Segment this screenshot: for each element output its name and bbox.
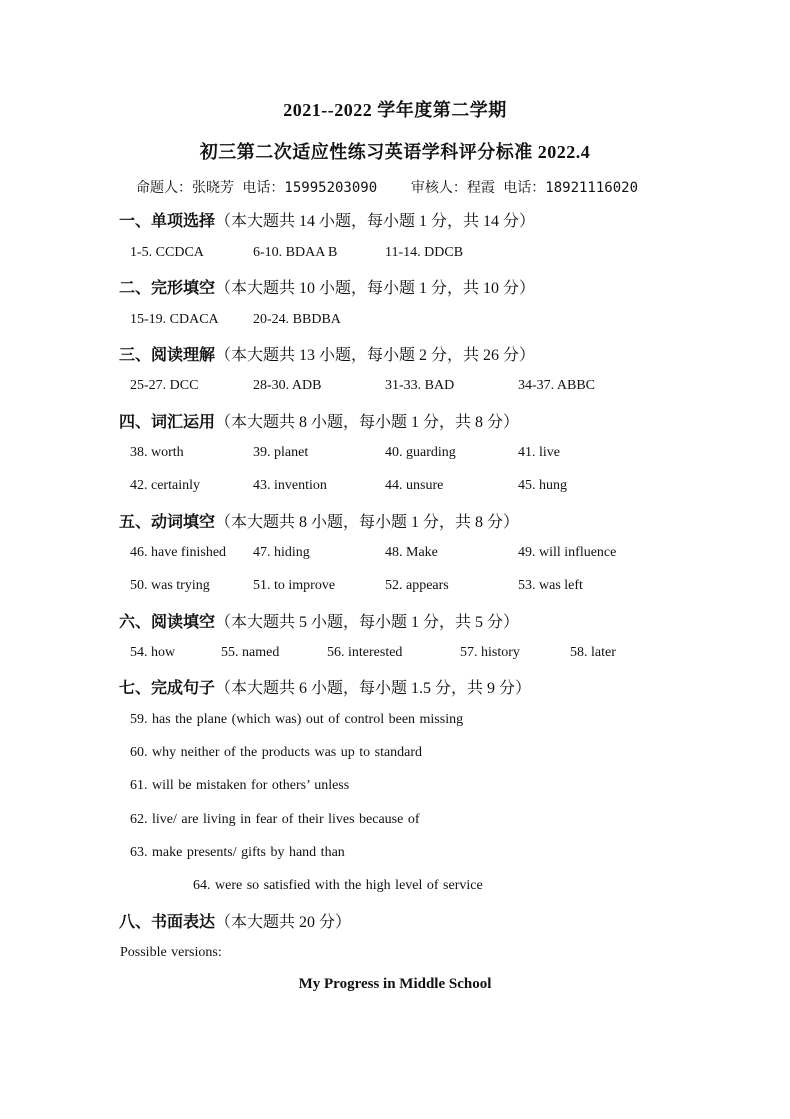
answer-cell: 41. live <box>518 445 560 460</box>
section-note: （本大题共 6 小题，每小题 1.5 分，共 9 分） <box>215 680 532 697</box>
answer-cell: 44. unsure <box>385 478 444 493</box>
answer-cell: 45. hung <box>518 478 567 493</box>
section-note: （本大题共 5 小题，每小题 1 分，共 5 分） <box>215 614 520 631</box>
essay-title: My Progress in Middle School <box>298 976 492 992</box>
answer-cell: 49. will influence <box>518 545 617 560</box>
section-note: （本大题共 14 小题，每小题 1 分，共 14 分） <box>215 213 536 230</box>
section-heading-1 <box>119 208 535 231</box>
answer-cell: 54. how <box>130 645 176 660</box>
answer-cell: 15-19. CDACA <box>130 312 219 327</box>
section-title: 六、阅读填空 <box>119 614 216 631</box>
answer-cell: 56. interested <box>327 645 403 660</box>
section-heading-5 <box>119 509 519 532</box>
section-note: （本大题共 8 小题，每小题 1 分，共 8 分） <box>215 414 520 431</box>
answer-cell: 40. guarding <box>385 445 456 460</box>
answer-cell: 52. appears <box>385 578 449 593</box>
answer-cell: 43. invention <box>253 478 327 493</box>
section-heading-3 <box>119 342 535 365</box>
authors-line: 命题人：张晓芳 电话：15995203090 审核人：程霞 电话：18921116020 <box>136 180 639 196</box>
section-heading-8 <box>119 909 351 932</box>
section-title: 四、词汇运用 <box>119 414 216 431</box>
answer-cell: 55. named <box>221 645 280 660</box>
section-note: （本大题共 13 小题，每小题 2 分，共 26 分） <box>215 347 536 364</box>
answer-cell: 31-33. BAD <box>385 378 455 393</box>
answer-line: 60. why neither of the products was up to standard <box>130 745 423 760</box>
answer-cell: 42. certainly <box>130 478 200 493</box>
answer-cell: 25-27. DCC <box>130 378 199 393</box>
section-title: 三、阅读理解 <box>119 347 216 364</box>
section-title: 八、书面表达 <box>119 914 216 931</box>
answer-line: 61. will be mistaken for others’ unless <box>130 778 350 793</box>
answer-line: 59. has the plane (which was) out of control been missing <box>130 712 464 727</box>
answer-cell: 53. was left <box>518 578 583 593</box>
answer-cell: 51. to improve <box>253 578 336 593</box>
section-title: 七、完成句子 <box>119 680 216 697</box>
section-note: （本大题共 20 分） <box>215 914 352 931</box>
document-title-line1: 2021--2022 学年度第二学期 <box>283 100 507 120</box>
answer-cell: 38. worth <box>130 445 184 460</box>
answer-cell: 11-14. DDCB <box>385 245 464 260</box>
section-heading-7 <box>119 675 531 698</box>
answer-line: 63. make presents/ gifts by hand than <box>130 845 345 860</box>
section-heading-2 <box>119 275 535 298</box>
answer-cell: 6-10. BDAA B <box>253 245 338 260</box>
section-heading-6 <box>119 609 519 632</box>
answer-cell: 48. Make <box>385 545 438 560</box>
answer-line: 62. live/ are living in fear of their lives because of <box>130 812 420 827</box>
answer-cell: 1-5. CCDCA <box>130 245 204 260</box>
section-heading-4 <box>119 409 519 432</box>
section-title: 二、完形填空 <box>119 280 216 297</box>
answer-line: 64. were so satisfied with the high level of service <box>193 878 483 893</box>
answer-cell: 28-30. ADB <box>253 378 322 393</box>
possible-versions-label: Possible versions: <box>120 945 222 960</box>
answer-cell: 34-37. ABBC <box>518 378 596 393</box>
answer-cell: 58. later <box>570 645 616 660</box>
answer-cell: 57. history <box>460 645 520 660</box>
document-title-line2: 初三第二次适应性练习英语学科评分标准 2022.4 <box>199 142 591 162</box>
section-title: 一、单项选择 <box>119 213 216 230</box>
answer-cell: 39. planet <box>253 445 309 460</box>
answer-cell: 20-24. BBDBA <box>253 312 341 327</box>
section-title: 五、动词填空 <box>119 514 216 531</box>
answer-cell: 50. was trying <box>130 578 210 593</box>
section-note: （本大题共 8 小题，每小题 1 分，共 8 分） <box>215 514 520 531</box>
answer-cell: 46. have finished <box>130 545 227 560</box>
section-note: （本大题共 10 小题，每小题 1 分，共 10 分） <box>215 280 536 297</box>
answer-cell: 47. hiding <box>253 545 310 560</box>
